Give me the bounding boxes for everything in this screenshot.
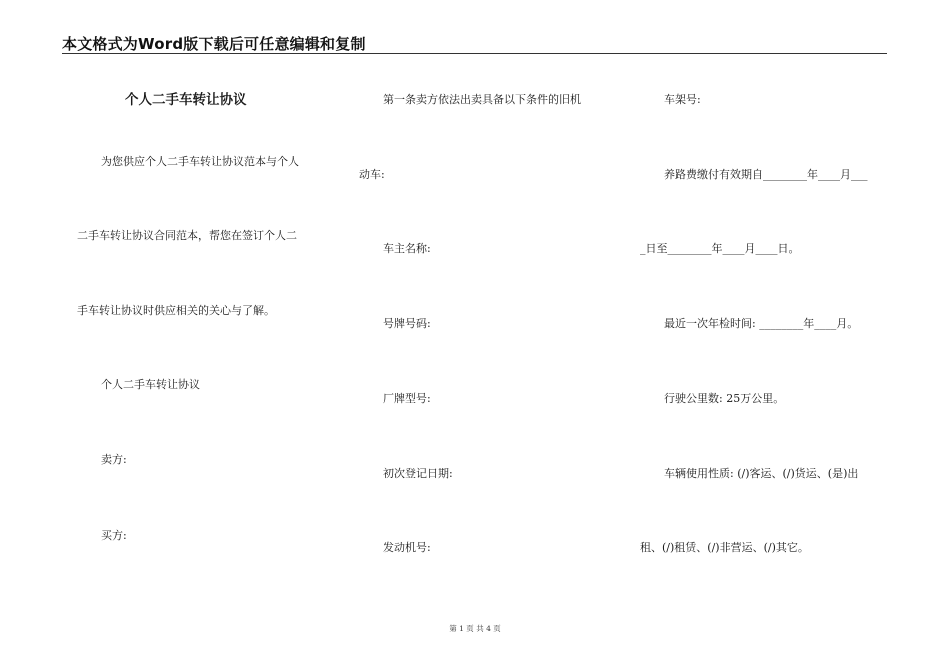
chassis-number-label: 车架号: (664, 93, 701, 106)
road-fee-line-2: _日至________年____月____日。 (640, 242, 800, 255)
road-fee-line-1: 养路费缴付有效期自________年____月___ (664, 168, 868, 181)
usage-type-line-2: 租、(/)租赁、(/)非营运、(/)其它。 (640, 541, 809, 554)
intro-line-1: 为您供应个人二手车转让协议范本与个人 (101, 155, 299, 168)
plate-number-label: 号牌号码: (383, 317, 431, 330)
buyer-label: 买方: (101, 529, 127, 542)
vehicle-model-label: 厂牌型号: (383, 392, 431, 405)
editable-notice-banner: 本文格式为Word版下载后可任意编辑和复制 (62, 35, 366, 53)
owner-name-label: 车主名称: (383, 242, 431, 255)
page-footer: 第 1 页 共 4 页 (449, 624, 501, 633)
seller-label: 卖方: (101, 453, 127, 466)
header-divider (62, 53, 887, 54)
engine-number-label: 发动机号: (383, 541, 431, 554)
agreement-subtitle: 个人二手车转让协议 (101, 378, 200, 391)
registration-date-label: 初次登记日期: (383, 467, 453, 480)
article-1-text: 第一条卖方依法出卖具备以下条件的旧机 (383, 93, 581, 106)
article-1-continuation: 动车: (359, 168, 385, 181)
document-title: 个人二手车转让协议 (125, 92, 247, 108)
mileage-line: 行驶公里数: 25万公里。 (664, 392, 785, 405)
annual-inspection-line: 最近一次年检时间: ________年____月。 (664, 317, 859, 330)
intro-line-3: 手车转让协议时供应相关的关心与了解。 (77, 304, 275, 317)
intro-line-2: 二手车转让协议合同范本，帮您在签订个人二 (77, 229, 297, 242)
usage-type-line-1: 车辆使用性质: (/)客运、(/)货运、(是)出 (664, 467, 859, 480)
